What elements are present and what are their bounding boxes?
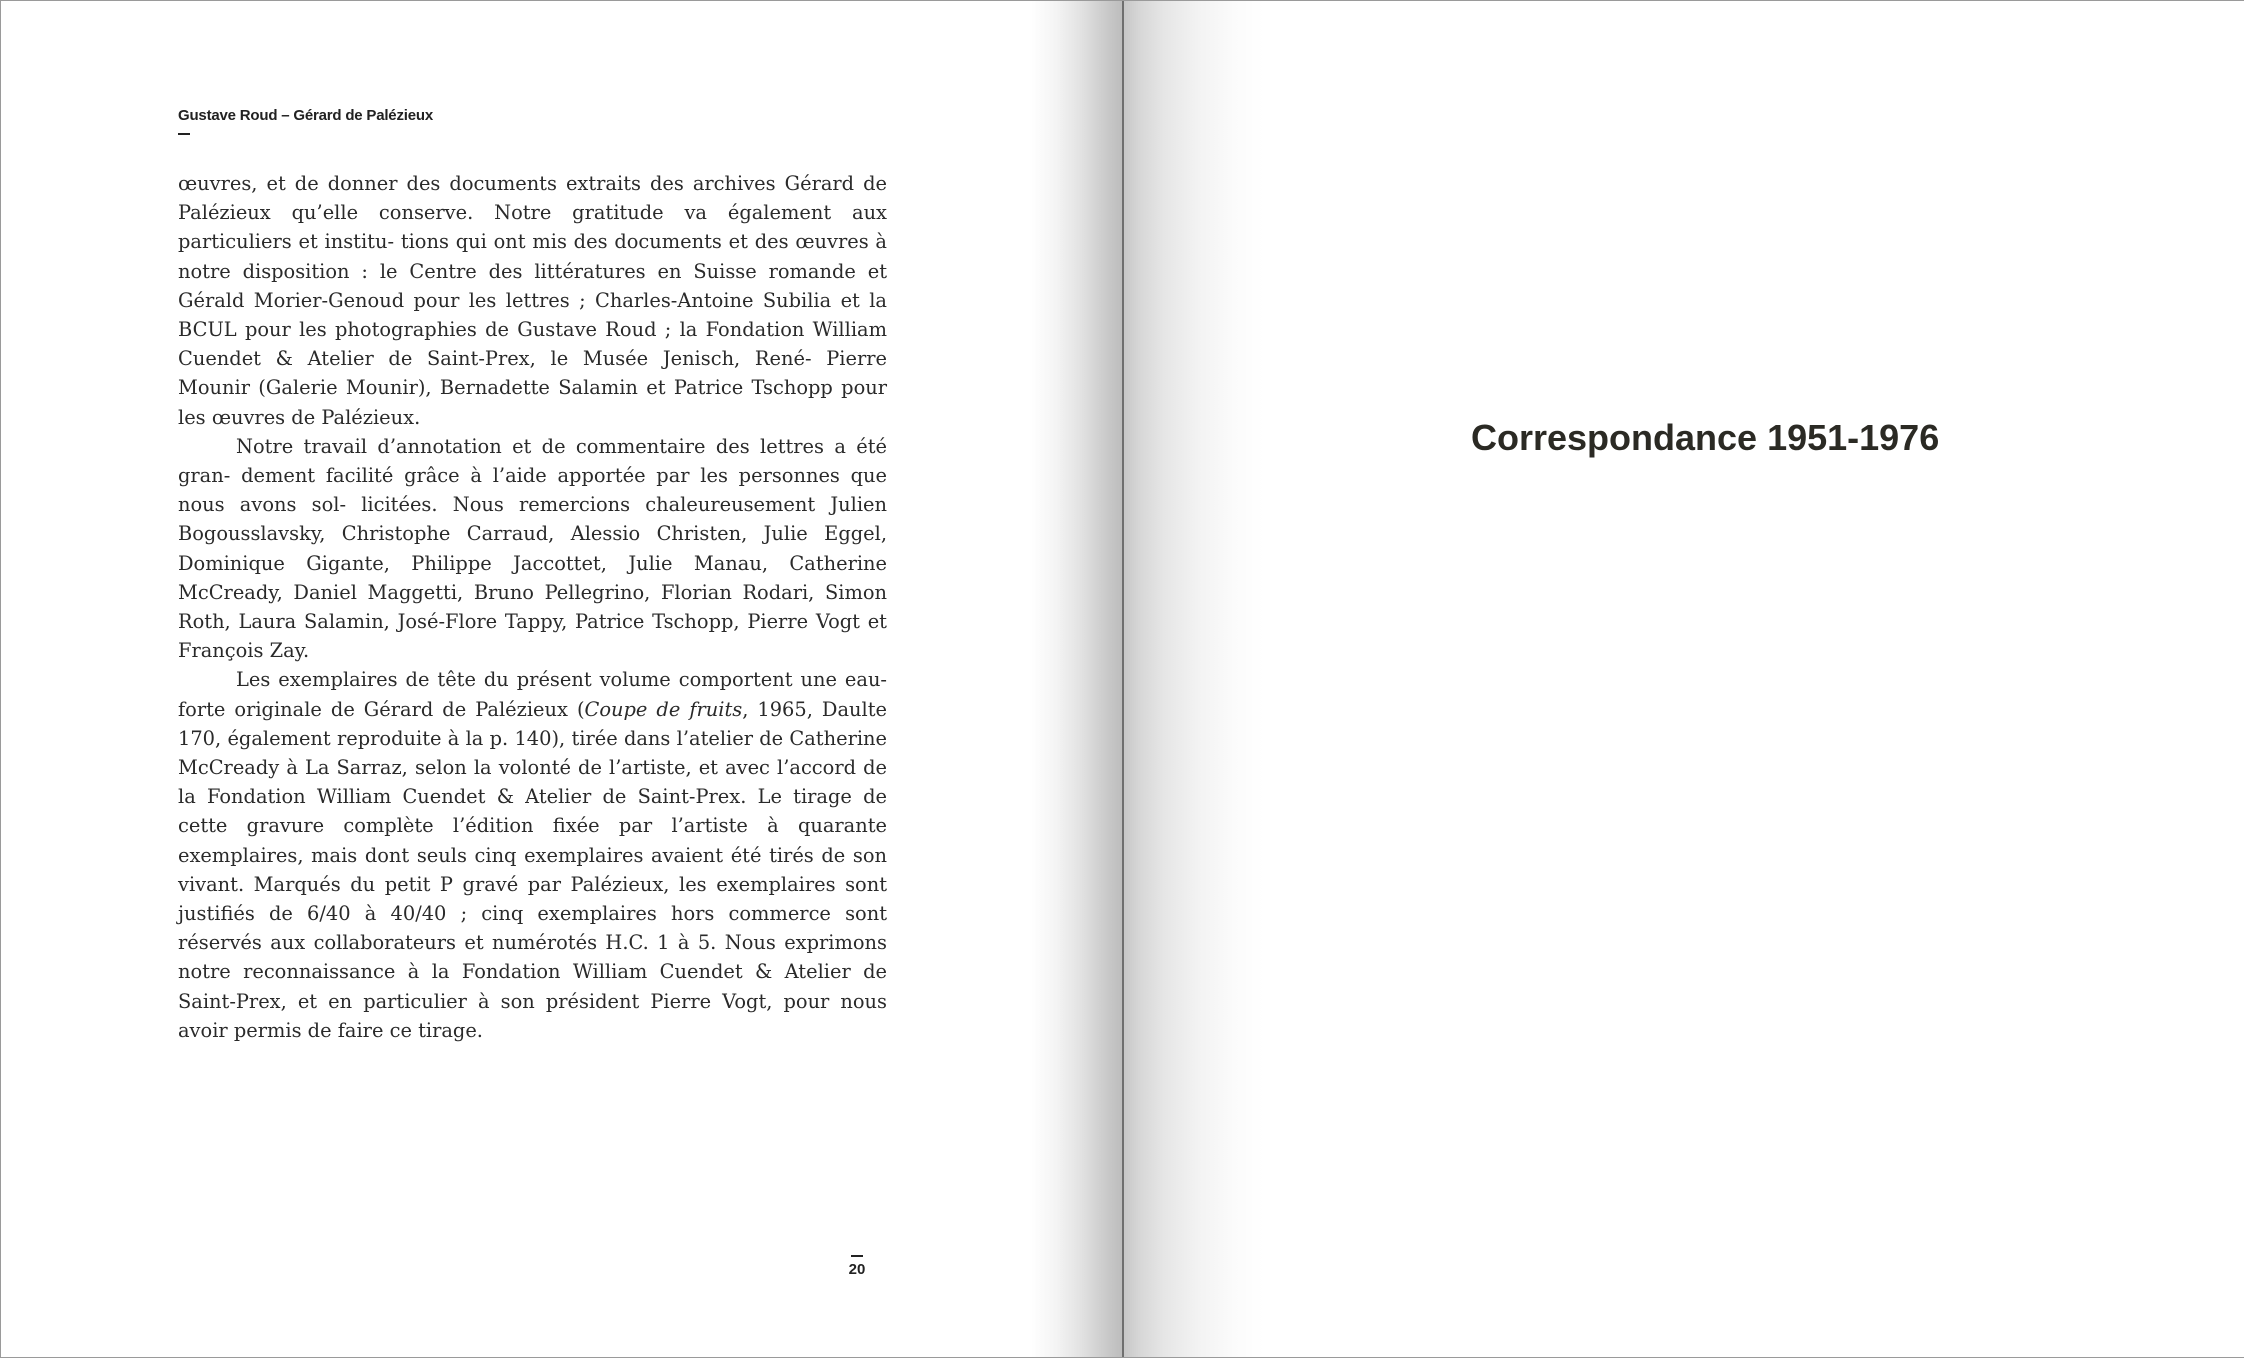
text-line: qu’elle conserve. Notre gratitude va également aux particuliers et institu- <box>178 201 887 254</box>
text-line: Notre travail d’annotation et de commentaire des lettres a été gran- <box>178 434 887 488</box>
text-line: Julie Manau, Catherine McCready, Daniel Maggetti, Bruno Pellegrino, Florian <box>178 551 888 604</box>
page-number: 20 <box>848 1261 866 1278</box>
text-line: Rodari, Simon Roth, Laura Salamin, José-Flore Tappy, Patrice Tschopp, Pierre <box>178 580 887 634</box>
text-line: la Fondation William Cuendet & Atelier de Saint-Prex, le Musée Jenisch, René- <box>178 318 887 371</box>
text-line: des littératures en Suisse romande et Gérald Morier-Genoud pour les lettres ; <box>178 259 887 312</box>
artwork-title: Coupe de fruits <box>584 697 743 721</box>
text-line: œuvres, et de donner des documents extraits des archives Gérard de Palézieux <box>178 172 887 225</box>
paragraph-edition-note <box>178 665 887 1045</box>
text-line: œuvres de Palézieux. <box>211 405 421 429</box>
text-line: dement facilité grâce à l’aide apportée par les personnes que nous avons sol- <box>178 464 887 517</box>
text-line: Pierre Mounir (Galerie Mounir), Bernadette Salamin et Patrice Tschopp pour les <box>178 347 887 429</box>
text-line: & Atelier de Saint-Prex. Le tirage de cette gravure complète l’édition fixée par <box>178 785 887 838</box>
running-head: Gustave Roud – Gérard de Palézieux <box>178 107 433 124</box>
text-line: Carraud, Alessio Christen, Julie Eggel, Dominique Gigante, Philippe Jaccottet, <box>178 522 887 575</box>
text-line: , 1965, Daulte 170, également <box>178 697 887 750</box>
text-line: Vogt et François Zay. <box>178 610 887 663</box>
text-line: justifiés de 6/40 à 40/40 ; cinq exemplaires hors commerce sont réservés aux <box>178 902 887 955</box>
paragraph-acknowledgements-1 <box>178 169 887 432</box>
text-line: à la Fondation William Cuendet & Atelier de Saint-Prex, et en particulier à son <box>178 960 887 1013</box>
page-number-rule <box>851 1255 863 1257</box>
text-line: Les exemplaires de tête du présent volume comportent une eau-forte <box>178 668 887 721</box>
text-line: reproduite à la p. 140), tirée dans l’atelier de Catherine McCready à La Sarraz, <box>178 726 887 780</box>
text-line: originale de Gérard de Palézieux ( <box>234 697 585 721</box>
text-line: selon la volonté de l’artiste, et avec l’accord de la Fondation William Cuendet <box>178 756 888 809</box>
text-line: l’artiste à quarante exemplaires, mais dont seuls cinq exemplaires avaient été <box>178 814 887 867</box>
text-line: licitées. Nous remercions chaleureusement Julien Bogousslavsky, Christophe <box>178 493 887 546</box>
left-page <box>1 1 1122 1357</box>
body-text <box>178 169 887 1045</box>
running-head-rule <box>178 133 190 135</box>
text-line: tions qui ont mis des documents et des œuvres à notre disposition : le Centre <box>178 230 887 283</box>
text-line: tirés de son vivant. Marqués du petit P gravé par Palézieux, les exemplaires sont <box>178 843 887 896</box>
section-title: Correspondance 1951-1976 <box>1471 417 1940 458</box>
right-page <box>1124 1 2244 1357</box>
text-line: collaborateurs et numérotés H.C. 1 à 5. Nous exprimons notre reconnaissance <box>178 931 887 984</box>
paragraph-acknowledgements-2 <box>178 432 887 666</box>
text-line: Charles-Antoine Subilia et la BCUL pour les photographies de Gustave Roud ; <box>178 288 887 342</box>
text-line: président Pierre Vogt, pour nous avoir permis de faire ce tirage. <box>178 989 887 1042</box>
